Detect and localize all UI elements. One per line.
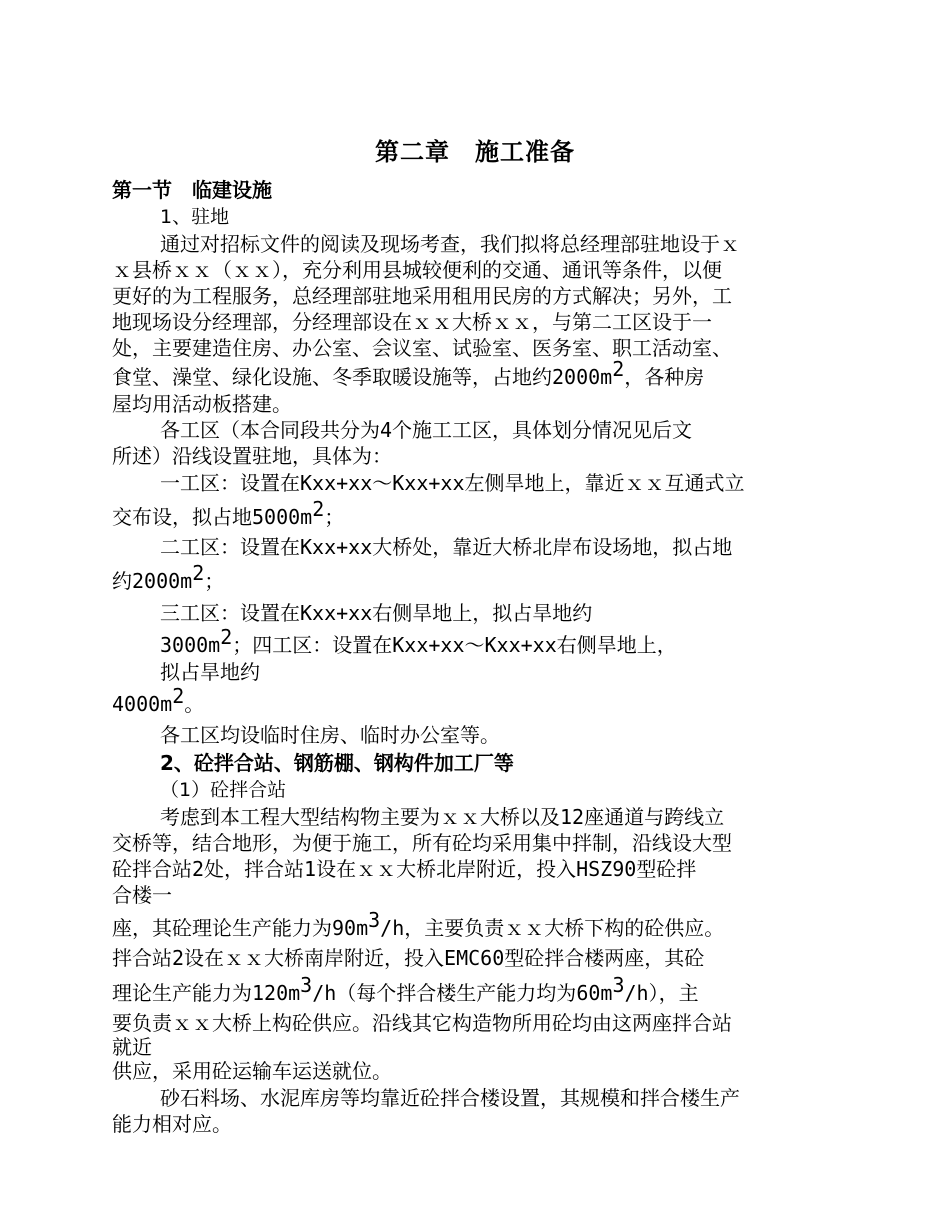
- paragraph-line: [112, 357, 705, 390]
- text-fragment: ；: [324, 505, 345, 529]
- paragraph-line: 处，主要建造住房、办公室、会议室、试验室、医务室、职工活动室、: [112, 336, 732, 360]
- paragraph-line: [160, 600, 592, 626]
- text-fragment: 个施工工区，具体划分情况见后文: [392, 418, 693, 442]
- capacity-value: 90m: [332, 916, 369, 940]
- text-fragment: 砼拌合站: [112, 857, 192, 881]
- number: 12: [560, 805, 585, 829]
- paragraph-line: 砂石料场、水泥库房等均靠近砼拌合楼设置，其规模和拌合楼生产: [160, 1086, 740, 1110]
- superscript: 2: [612, 357, 625, 381]
- capacity-value: 60m: [576, 981, 613, 1005]
- capacity-value: 120m: [252, 981, 301, 1005]
- model-number: EMC60: [444, 946, 505, 970]
- paragraph-line: [112, 908, 725, 941]
- text-fragment: ，各种房: [624, 365, 705, 389]
- superscript: 2: [172, 684, 185, 708]
- paragraph-line: [160, 417, 692, 443]
- text-fragment: 座通道与跨线立: [584, 805, 725, 829]
- superscript: 3: [368, 908, 381, 932]
- number: 2: [172, 946, 185, 970]
- text-fragment: ），主: [648, 981, 699, 1005]
- paragraph-line: [160, 470, 745, 496]
- model-number: HSZ90: [576, 857, 637, 881]
- text-fragment: 左侧旱地上，靠近ｘｘ互通式立: [464, 471, 745, 495]
- paragraph-line: 拟占旱地约: [160, 660, 260, 684]
- station: Kxx+xx: [300, 535, 373, 559]
- paragraph-line: [160, 534, 732, 560]
- unit: /h: [312, 981, 337, 1005]
- text-fragment: （每个拌合楼生产能力均为: [336, 981, 577, 1005]
- superscript: 3: [612, 973, 625, 997]
- area-value: 4000m: [112, 692, 173, 716]
- paragraph-line: 能力相对应。: [112, 1112, 232, 1136]
- text-fragment: 交布设，拟占地: [112, 505, 252, 529]
- station: Kxx+xx: [300, 601, 373, 625]
- area-value: 3000m: [160, 633, 221, 657]
- superscript: 2: [220, 625, 233, 649]
- text-fragment: 设在ｘｘ大桥北岸附近，投入: [316, 857, 577, 881]
- paragraph-line: 屋均用活动板搭建。: [112, 392, 292, 416]
- paragraph-line: 供应，采用砼运输车运送就位。: [112, 1059, 392, 1083]
- paragraph-line: 要负责ｘｘ大桥上构砼供应。沿线其它构造物所用砼均由这两座拌合站: [112, 1011, 732, 1035]
- station-range: Kxx+xx～Kxx+xx: [392, 633, 557, 657]
- superscript: 2: [312, 497, 325, 521]
- paragraph-line: 交桥等，结合地形，为便于施工，所有砼均采用集中拌制，沿线设大型: [112, 831, 732, 855]
- subsection-title-mixing: 2、砼拌合站、钢筋棚、钢构件加工厂等: [160, 751, 514, 775]
- station-range: Kxx+xx～Kxx+xx: [300, 471, 465, 495]
- text-fragment: 右侧旱地上，: [556, 633, 677, 657]
- paragraph-line: ｘ县桥ｘｘ（ｘｘ），充分利用县城较便利的交通、通讯等条件，以便: [112, 258, 722, 282]
- text-fragment: 二工区：设置在: [160, 535, 300, 559]
- paragraph-line: [160, 804, 724, 830]
- text-fragment: 一工区：设置在: [160, 471, 300, 495]
- paragraph-line: [112, 945, 704, 971]
- unit: /h: [624, 981, 649, 1005]
- text-fragment: ；四工区：设置在: [232, 633, 393, 657]
- text-fragment: 各工区（本合同段共分为: [160, 418, 380, 442]
- number: 1: [304, 857, 317, 881]
- paragraph-line: 更好的为工程服务，总经理部驻地采用租用民房的方式解决；另外，工: [112, 284, 732, 308]
- section-title: 第一节 临建设施: [112, 178, 272, 202]
- text-fragment: 处，拌合站: [204, 857, 305, 881]
- paragraph-line: 地现场设分经理部，分经理部设在ｘｘ大桥ｘｘ，与第二工区设于一: [112, 310, 712, 334]
- paragraph-line: 就近: [112, 1035, 152, 1059]
- area-value: 2000m: [552, 365, 613, 389]
- text-fragment: 拌合站: [112, 946, 172, 970]
- text-fragment: 型砼拌: [636, 857, 697, 881]
- text-fragment: 。: [184, 692, 205, 716]
- text-fragment: 大桥处，靠近大桥北岸布设场地，拟占地: [372, 535, 733, 559]
- text-fragment: 考虑到本工程大型结构物主要为ｘｘ大桥以及: [160, 805, 560, 829]
- paragraph-line: [160, 625, 677, 658]
- text-fragment: ；: [204, 569, 225, 593]
- text-fragment: 型砼拌合楼两座，其砼: [504, 946, 705, 970]
- text-fragment: 食堂、澡堂、绿化设施、冬季取暖设施等，占地约: [112, 365, 552, 389]
- area-value: 2000m: [132, 569, 193, 593]
- paragraph-line: [112, 497, 345, 530]
- text-fragment: 三工区：设置在: [160, 601, 300, 625]
- text-fragment: 座，其砼理论生产能力为: [112, 916, 332, 940]
- unit: /h: [380, 916, 405, 940]
- paragraph-line: 各工区均设临时住房、临时办公室等。: [160, 723, 500, 747]
- paragraph-line: [112, 973, 699, 1006]
- paragraph-line: [112, 561, 225, 594]
- superscript: 2: [192, 561, 205, 585]
- chapter-title: 第二章 施工准备: [375, 138, 575, 166]
- text-fragment: 约: [112, 569, 132, 593]
- paragraph-line: [112, 684, 205, 717]
- paragraph-line: 通过对招标文件的阅读及现场考查，我们拟将总经理部驻地设于ｘ: [160, 232, 740, 256]
- text-fragment: ，主要负责ｘｘ大桥下构的砼供应。: [404, 916, 725, 940]
- text-fragment: 理论生产能力为: [112, 981, 252, 1005]
- text-fragment: 右侧旱地上，拟占旱地约: [372, 601, 593, 625]
- paragraph-line: 合楼一: [112, 883, 172, 907]
- text-fragment: 设在ｘｘ大桥南岸附近，投入: [184, 946, 445, 970]
- number: 4: [380, 418, 393, 442]
- subsection-title-concrete-plant: （1）砼拌合站: [160, 779, 287, 801]
- paragraph-line: 所述）沿线设置驻地，具体为：: [112, 444, 392, 468]
- number: 2: [192, 857, 205, 881]
- subsection-title-residence: 1、驻地: [160, 206, 230, 228]
- superscript: 3: [300, 973, 313, 997]
- area-value: 5000m: [252, 505, 313, 529]
- paragraph-line: [112, 856, 696, 882]
